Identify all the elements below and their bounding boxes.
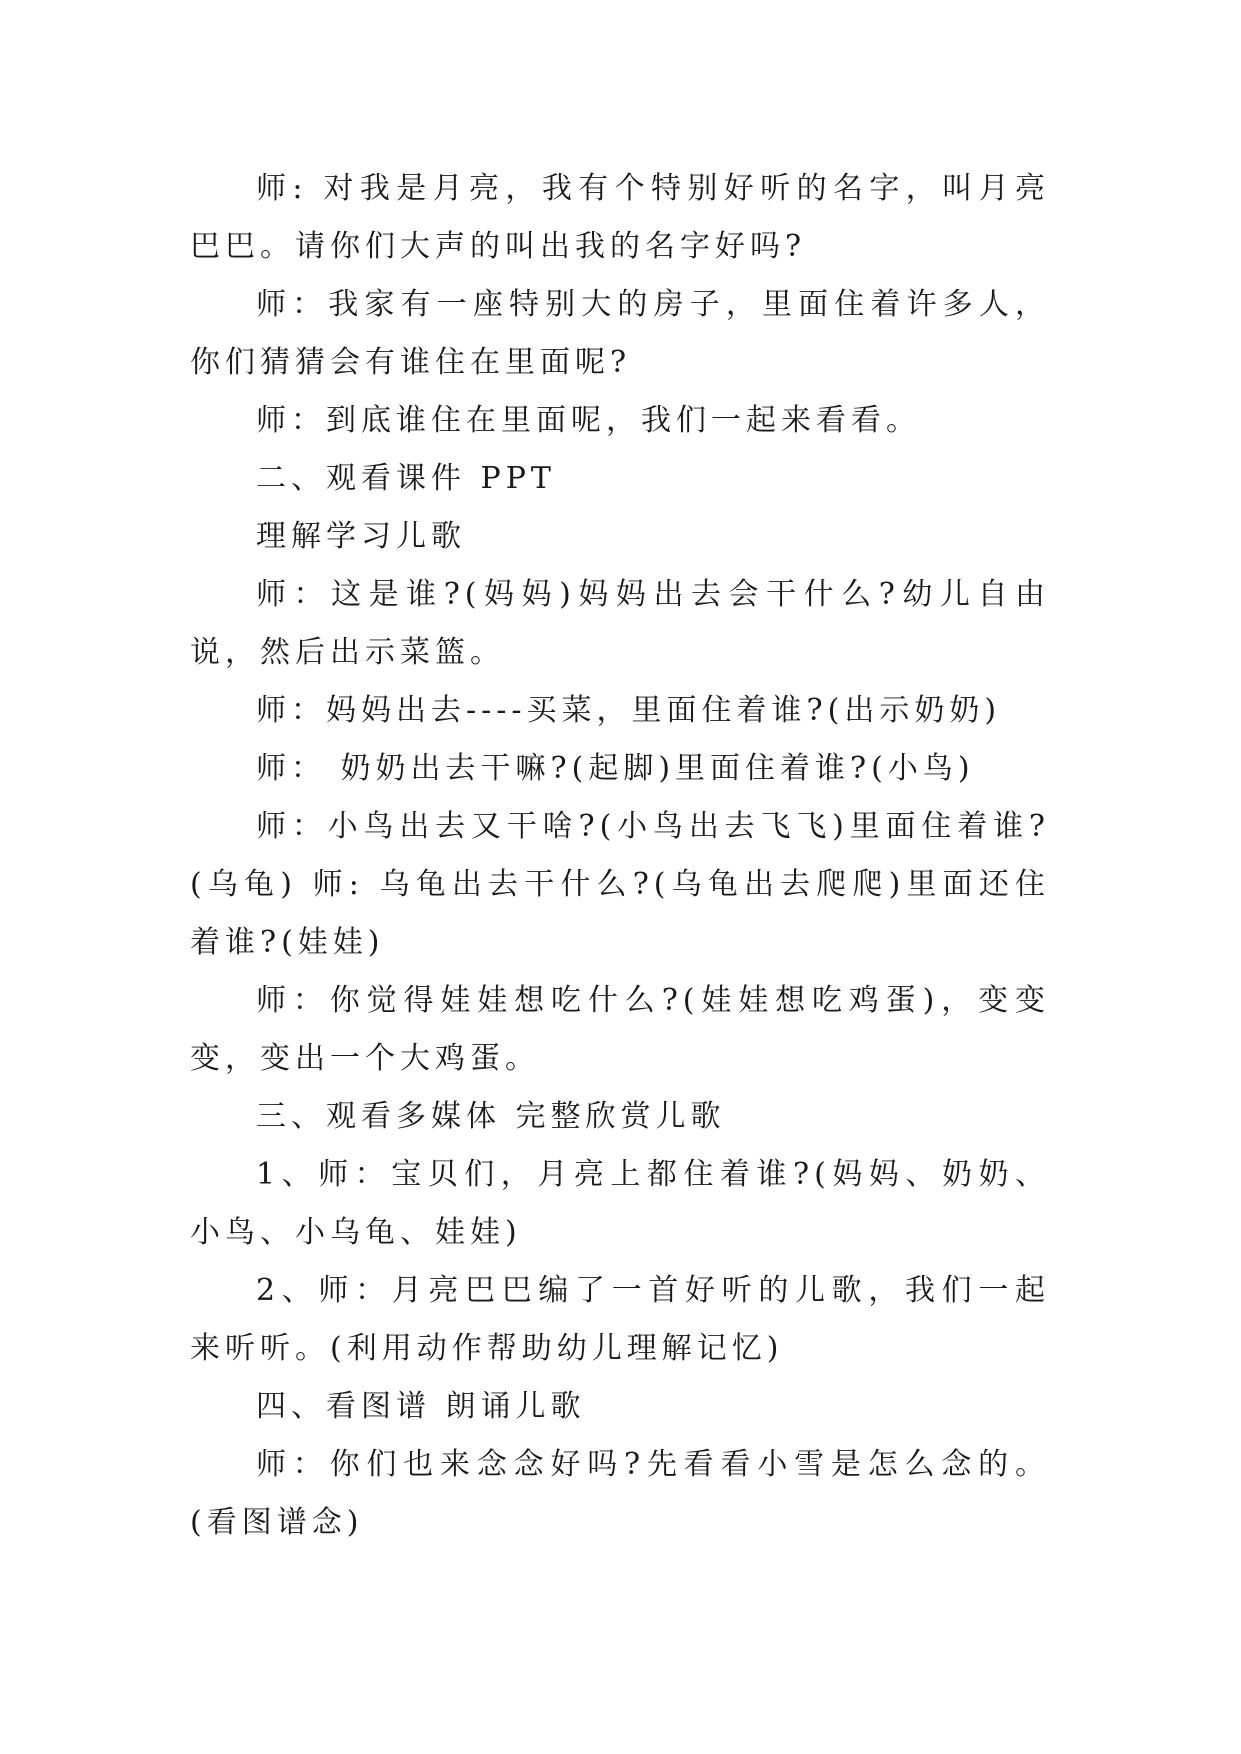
paragraph: 师： 奶奶出去干嘛?(起脚)里面住着谁?(小鸟) — [256, 751, 975, 786]
paragraph: 师：你觉得娃娃想吃什么?(娃娃想吃鸡蛋)，变变变，变出一个大鸡蛋。 — [190, 983, 1050, 1076]
paragraph: 2、师：月亮巴巴编了一首好听的儿歌，我们一起来听听。(利用动作帮助幼儿理解记忆) — [190, 1273, 1050, 1366]
paragraph: 1、师：宝贝们，月亮上都住着谁?(妈妈、奶奶、小鸟、小乌龟、娃娃) — [190, 1157, 1050, 1250]
paragraph: 师：这是谁?(妈妈)妈妈出去会干什么?幼儿自由说，然后出示菜篮。 — [190, 577, 1050, 670]
sub-heading: 理解学习儿歌 — [256, 519, 466, 554]
section-heading: 三、观看多媒体 完整欣赏儿歌 — [256, 1099, 726, 1134]
paragraph: 师：你们也来念念好吗?先看看小雪是怎么念的。(看图谱念) — [190, 1447, 1050, 1540]
document-body — [190, 160, 1050, 1552]
section-heading: 二、观看课件 PPT — [256, 461, 556, 496]
paragraph: 师：到底谁住在里面呢，我们一起来看看。 — [256, 403, 921, 438]
section-heading: 四、看图谱 朗诵儿歌 — [256, 1389, 586, 1424]
paragraph: 师：小鸟出去又干啥?(小鸟出去飞飞)里面住着谁?(乌龟) 师: 乌龟出去干什么?(乌龟出去爬爬)里面还住着谁?(娃娃) — [190, 809, 1050, 960]
paragraph: 师：妈妈出去----买菜，里面住着谁?(出示奶奶) — [256, 693, 1002, 728]
paragraph: 师：我家有一座特别大的房子，里面住着许多人，你们猜猜会有谁住在里面呢? — [190, 287, 1050, 380]
paragraph: 师: 对我是月亮，我有个特别好听的名字，叫月亮巴巴。请你们大声的叫出我的名字好吗? — [190, 171, 1050, 264]
